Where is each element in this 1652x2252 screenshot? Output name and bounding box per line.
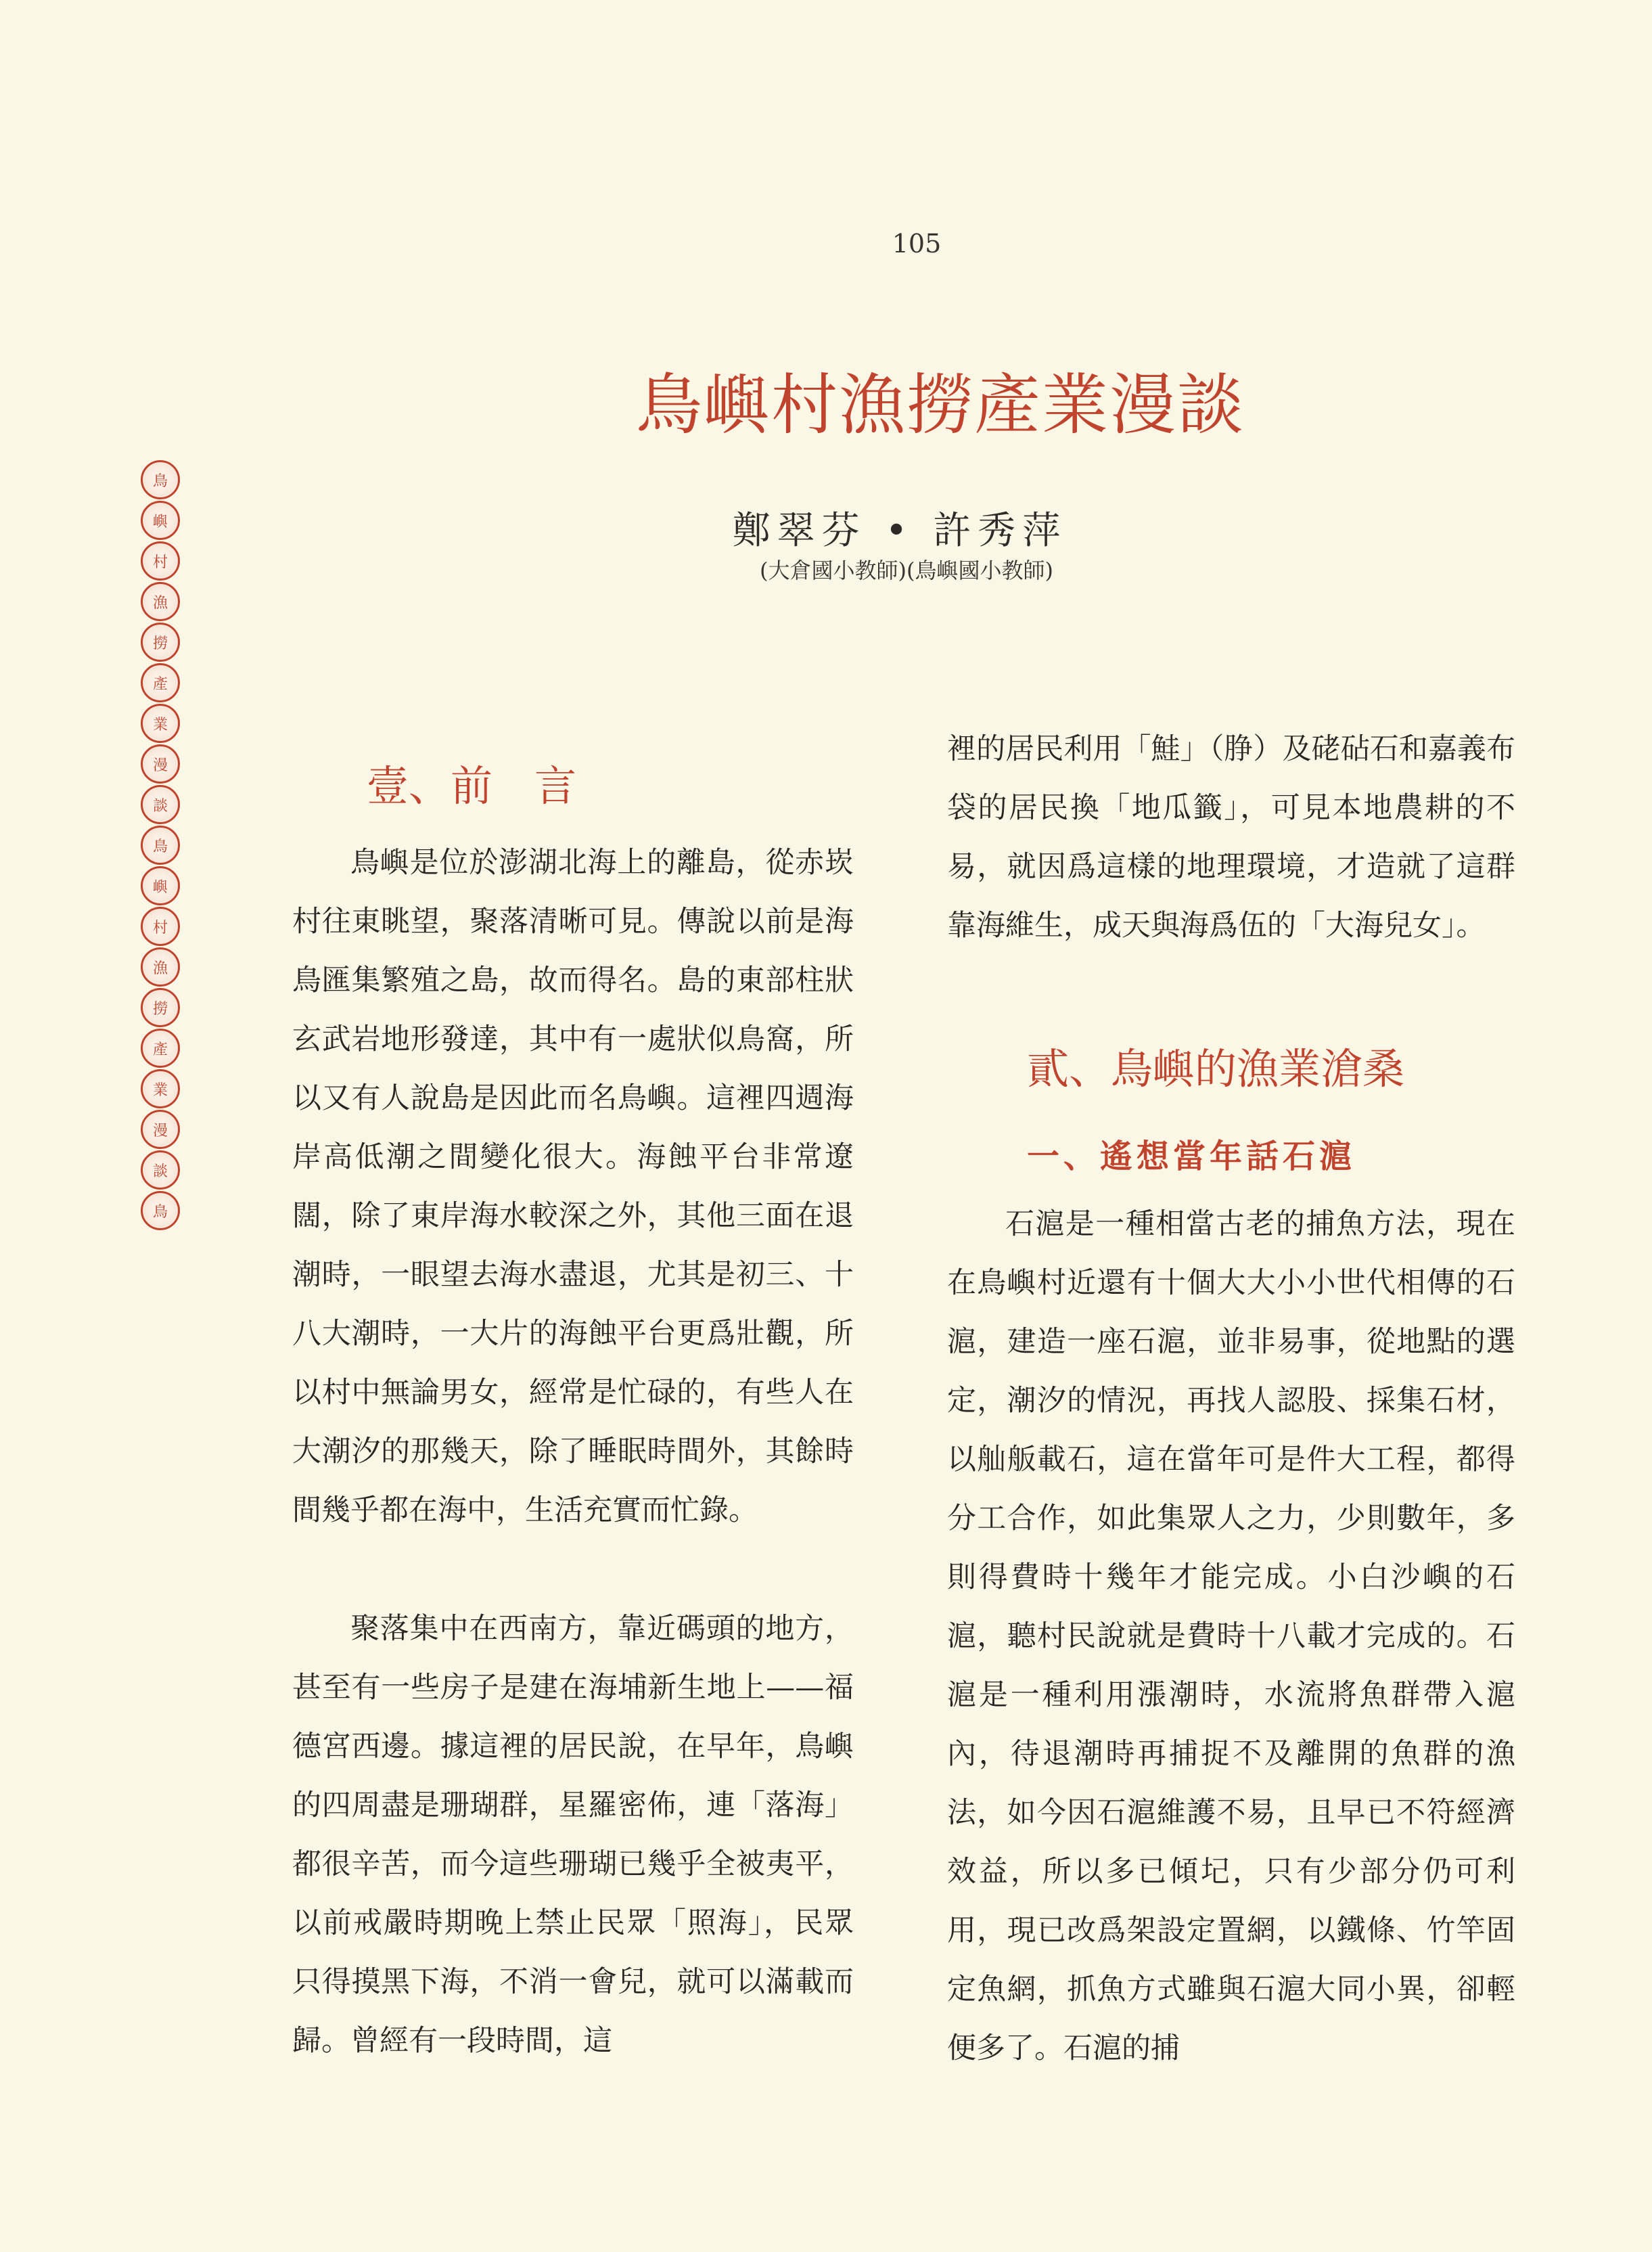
seal-stamp-icon: 鳥 <box>141 1191 180 1230</box>
body-paragraph: 聚落集中在西南方，靠近碼頭的地方，甚至有一些房子是建在海埔新生地上——福德宮西邊。據這裡的居民說，在早年，鳥嶼的四周盡是珊瑚群，星羅密佈，連「落海」都很辛苦，而今這些珊瑚已幾乎全被夷平，以前戒嚴時期晚上禁止民眾「照海」，民眾只得摸黑下海，不消一會兒，就可以滿載而歸。曾經有一段時間，這 <box>292 1612 854 2058</box>
seal-stamp-icon: 村 <box>141 541 180 581</box>
seal-column-decoration <box>141 460 185 1232</box>
seal-stamp-icon: 嶼 <box>141 866 180 905</box>
author-affiliations: (大倉國小教師)(鳥嶼國小教師) <box>760 558 1053 583</box>
seal-stamp-icon: 撈 <box>141 988 180 1027</box>
seal-stamp-icon: 談 <box>141 1150 180 1190</box>
seal-stamp-icon: 產 <box>141 663 180 702</box>
seal-stamp-icon: 鳥 <box>141 826 180 865</box>
article-authors: 鄭翠芬 • 許秀萍 <box>732 509 1068 553</box>
section-heading-preface: 壹、前 言 <box>367 761 577 811</box>
seal-stamp-icon: 漫 <box>141 1110 180 1149</box>
body-paragraph: 石滬是一種相當古老的捕魚方法，現在在鳥嶼村近還有十個大大小小世代相傳的石滬，建造一座石滬，並非易事，從地點的選定，潮汐的情況，再找人認股、採集石材，以舢舨載石，這在當年可是件大工程，都得分工合作，如此集眾人之力，少則數年，多則得費時十幾年才能完成。小白沙嶼的石滬，聽村民說就是費時十八載才完成的。石滬是一種利用漲潮時，水流將魚群帶入滬內，待退潮時再捕捉不及離開的魚群的漁法，如今因石滬維護不易，且早已不符經濟效益，所以多已傾圮，只有少部分仍可利用，現已改爲架設定置網，以鐵條、竹竿固定魚網，抓魚方式雖與石滬大同小異，卻輕便多了。石滬的捕 <box>947 1207 1515 2065</box>
seal-stamp-icon: 漁 <box>141 947 180 987</box>
body-paragraph-continued: 裡的居民利用「鮭」（㬹）及硓砧石和嘉義布袋的居民換「地瓜籤」，可見本地農耕的不易，就因爲這樣的地理環境，才造就了這群靠海維生，成天與海爲伍的「大海兒女」。 <box>947 732 1515 943</box>
seal-stamp-icon: 鳥 <box>141 460 180 499</box>
body-paragraph: 鳥嶼是位於澎湖北海上的離島，從赤崁村往東眺望，聚落清晰可見。傳說以前是海鳥匯集繁殖之島，故而得名。島的東部柱狀玄武岩地形發達，其中有一處狀似鳥窩，所以又有人說島是因此而名鳥嶼。這裡四週海岸高低潮之間變化很大。海蝕平台非常遼闊，除了東岸海水較深之外，其他三面在退潮時，一眼望去海水盡退，尤其是初三、十八大潮時，一大片的海蝕平台更爲壯觀，所以村中無論男女，經常是忙碌的，有些人在大潮汐的那幾天，除了睡眠時間外，其餘時間幾乎都在海中，生活充實而忙錄。 <box>292 846 854 1527</box>
seal-stamp-icon: 業 <box>141 704 180 743</box>
section-heading-fishery: 貳、鳥嶼的漁業滄桑 <box>1027 1044 1405 1094</box>
article-title: 鳥嶼村漁撈產業漫談 <box>635 367 1245 444</box>
subsection-heading-stone-weir: 一、遙想當年話石滬 <box>1027 1138 1356 1175</box>
seal-stamp-icon: 漁 <box>141 582 180 621</box>
page-number: 105 <box>892 229 942 258</box>
seal-stamp-icon: 撈 <box>141 623 180 662</box>
seal-stamp-icon: 漫 <box>141 744 180 784</box>
seal-stamp-icon: 談 <box>141 785 180 824</box>
seal-stamp-icon: 嶼 <box>141 501 180 540</box>
seal-stamp-icon: 村 <box>141 907 180 946</box>
seal-stamp-icon: 產 <box>141 1029 180 1068</box>
seal-stamp-icon: 業 <box>141 1069 180 1108</box>
